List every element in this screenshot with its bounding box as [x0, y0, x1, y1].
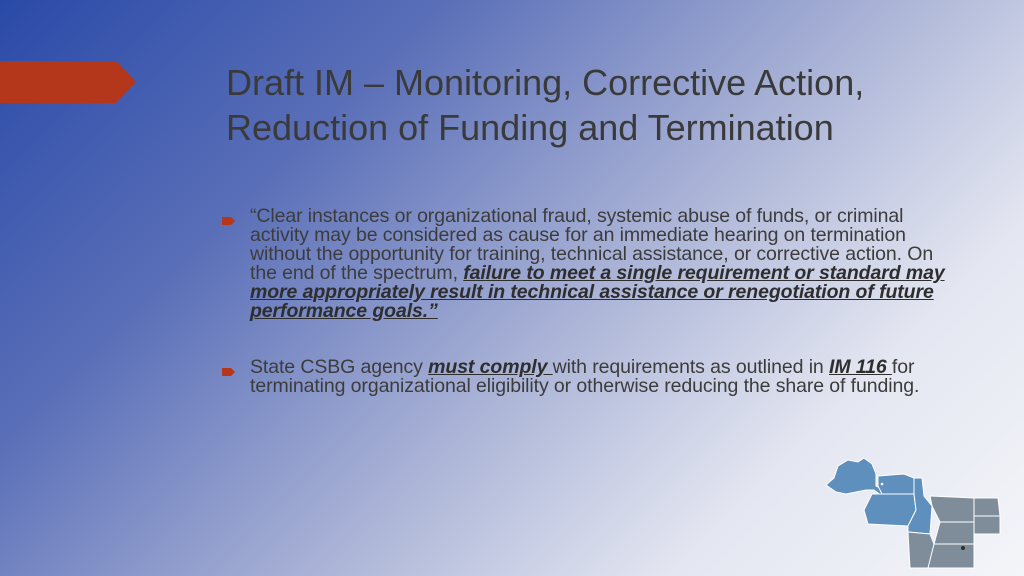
bullet-item-2 — [222, 358, 962, 396]
accent-arrow-icon — [0, 61, 136, 103]
bullet-list — [222, 207, 962, 433]
bullet-2-emphasis-must-comply: must comply — [428, 356, 553, 378]
bullet-2-text-part-1: State CSBG agency — [250, 356, 429, 378]
bullet-2-emphasis-im-116: IM 116 — [829, 356, 892, 378]
arrow-bullet-icon — [222, 358, 250, 382]
bullet-text-2 — [250, 358, 962, 396]
bullet-1-emphasis: failure to meet a single requirement or standard may more appropriately result in technical assistance or renegotiation of future performance goals.” — [250, 262, 945, 322]
bullet-2-text-part-3: for terminating organizational eligibility or otherwise reducing the share of funding. — [250, 356, 920, 397]
bullet-item-1 — [222, 207, 962, 321]
bullet-1-text-part-1: “Clear instances or organizational fraud, systemic abuse of funds, or criminal activity may be considered as cause for an immediate hearing on termination without the opportunity for training, technical assistance, or corrective action. On the end of the spectrum, — [250, 205, 934, 284]
us-region-map-icon — [824, 452, 1024, 576]
arrow-bullet-icon — [222, 207, 250, 231]
slide-title: Draft IM – Monitoring, Corrective Action, Reduction of Funding and Termination — [226, 62, 865, 148]
bullet-text-1 — [250, 207, 962, 321]
bullet-2-text-part-2: with requirements as outlined in — [552, 356, 829, 378]
